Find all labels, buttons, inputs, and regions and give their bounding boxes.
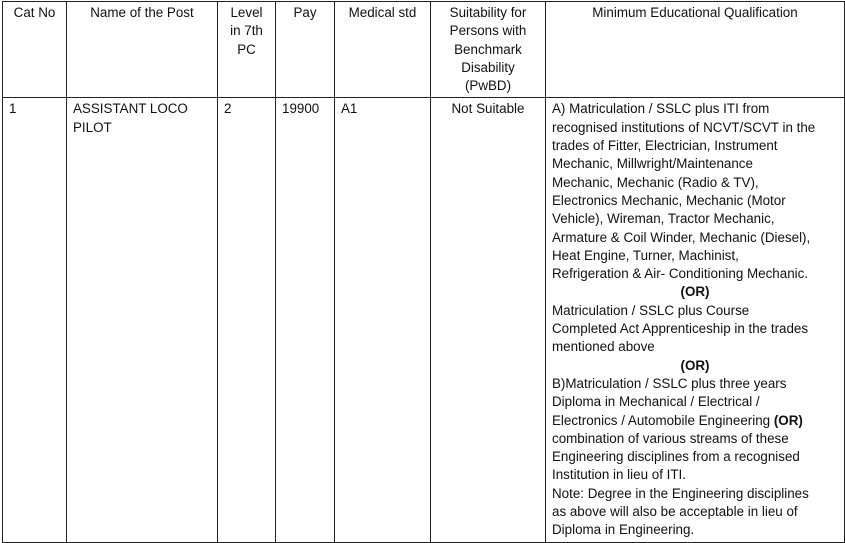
or-inline: (OR) <box>773 412 803 428</box>
header-pay: Pay <box>276 2 335 98</box>
qual-line: Completed Act Apprenticeship in the trades <box>552 321 809 337</box>
recruitment-table <box>2 1 845 543</box>
cell-pwbd: Not Suitable <box>431 98 546 542</box>
qual-line: A) Matriculation / SSLC plus ITI from <box>552 101 770 117</box>
cell-level: 2 <box>218 98 276 542</box>
or-separator: (OR) <box>680 357 710 373</box>
qual-text: Electronics / Automobile Engineering <box>552 412 774 428</box>
qual-line: combination of various streams of these <box>552 430 789 446</box>
qual-line: Engineering disciplines from a recognised <box>552 449 800 465</box>
cell-medical: A1 <box>335 98 431 542</box>
qual-line: recognised institutions of NCVT/SCVT in the <box>552 119 816 135</box>
header-level: Level in 7th PC <box>218 2 276 98</box>
qual-line: Institution in lieu of ITI. <box>552 467 686 483</box>
note-line: as above will also be acceptable in lieu of <box>552 504 798 520</box>
qual-line: Armature & Coil Winder, Mechanic (Diesel), <box>552 229 811 245</box>
header-cat-no: Cat No <box>3 2 67 98</box>
cell-pay: 19900 <box>276 98 335 542</box>
or-separator: (OR) <box>680 284 710 300</box>
qual-line: Electronics Mechanic, Mechanic (Motor <box>552 192 786 208</box>
header-row <box>3 2 845 98</box>
qual-line: trades of Fitter, Electrician, Instrument <box>552 138 778 154</box>
qual-line: Mechanic, Millwright/Maintenance <box>552 156 753 172</box>
note-line: Note: Degree in the Engineering disciplines <box>552 485 809 501</box>
qual-line <box>552 412 838 430</box>
note-line: Diploma in Engineering. <box>552 522 695 538</box>
qual-line: Mechanic, Mechanic (Radio & TV), <box>552 174 759 190</box>
header-post-name: Name of the Post <box>67 2 218 98</box>
cell-post-name: ASSISTANT LOCO PILOT <box>67 98 218 542</box>
cell-qualification <box>546 98 845 542</box>
qual-line: Vehicle), Wireman, Tractor Mechanic, <box>552 211 775 227</box>
qual-line: B)Matriculation / SSLC plus three years <box>552 375 787 391</box>
header-medical: Medical std <box>335 2 431 98</box>
qual-line: mentioned above <box>552 339 655 355</box>
qual-line: Heat Engine, Turner, Machinist, <box>552 247 739 263</box>
table-row <box>3 98 845 542</box>
qual-line: Diploma in Mechanical / Electrical / <box>552 394 760 410</box>
qual-line: Refrigeration & Air- Conditioning Mechanic. <box>552 266 809 282</box>
header-pwbd: Suitability for Persons with Benchmark Disability (PwBD) <box>431 2 546 98</box>
header-qualification: Minimum Educational Qualification <box>546 2 845 98</box>
qual-line: Matriculation / SSLC plus Course <box>552 302 750 318</box>
cell-cat-no: 1 <box>3 98 67 542</box>
